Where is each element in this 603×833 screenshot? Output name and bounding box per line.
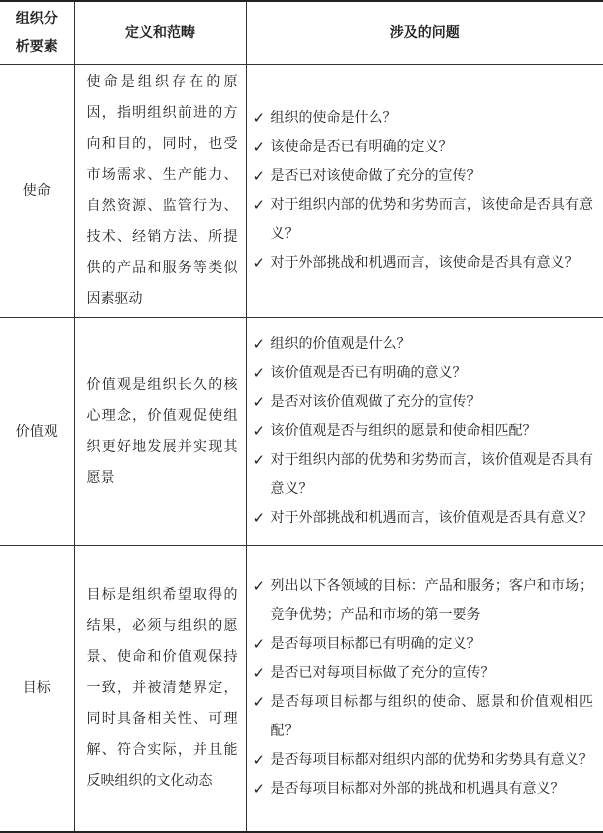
row-definition: 使命是组织存在的原因，指明组织前进的方向和目的，同时，也受市场需求、生产能力、自然资源、监管行为、技术、经销方法、所提供的产品和服务等类似因素驱动 — [74, 65, 246, 318]
question-item — [253, 688, 594, 746]
question-text: 对于外部挑战和机遇而言，该价值观是否具有意义？ — [270, 510, 593, 526]
checkmark-icon: ✓ — [252, 664, 266, 683]
question-list — [253, 572, 594, 804]
header-questions: 涉及的问题 — [246, 1, 603, 65]
question-item — [253, 630, 594, 659]
question-item — [253, 249, 594, 278]
question-list — [253, 330, 594, 533]
checkmark-icon: ✓ — [252, 509, 266, 527]
row-questions — [246, 546, 603, 832]
question-item — [253, 162, 594, 191]
question-item — [253, 330, 594, 359]
checkmark-icon: ✓ — [252, 196, 266, 214]
checkmark-icon: ✓ — [252, 254, 266, 272]
header-element: 组织分析要素 — [0, 1, 74, 65]
checkmark-icon: ✓ — [252, 693, 266, 712]
question-text: 是否对该价值观做了充分的宣传？ — [270, 394, 481, 410]
question-item — [253, 746, 594, 775]
checkmark-icon: ✓ — [252, 635, 266, 654]
table-row-mission — [0, 65, 603, 318]
question-text: 组织的价值观是什么？ — [270, 336, 411, 352]
table-header-row — [0, 1, 603, 65]
checkmark-icon: ✓ — [252, 451, 266, 469]
question-text: 对于外部挑战和机遇而言，该使命是否具有意义？ — [270, 255, 579, 271]
question-text: 是否每项目标都对外部的挑战和机遇具有意义？ — [270, 781, 565, 798]
question-text: 对于组织内部的优势和劣势而言，该使命是否具有意义？ — [270, 197, 593, 242]
row-definition: 价值观是组织长久的核心理念，价值观促使组织更好地发展并实现其愿景 — [74, 318, 246, 546]
header-definition: 定义和范畴 — [74, 1, 246, 65]
question-item — [253, 572, 594, 630]
question-text: 是否每项目标都对组织内部的优势和劣势具有意义？ — [270, 752, 593, 769]
question-item — [253, 191, 594, 249]
question-item — [253, 359, 594, 388]
question-item — [253, 133, 594, 162]
question-text: 该价值观是否与组织的愿景和使命相匹配？ — [270, 423, 537, 439]
question-item — [253, 659, 594, 688]
row-label: 价值观 — [0, 318, 74, 546]
question-item — [253, 775, 594, 804]
row-definition: 目标是组织希望取得的结果，必须与组织的愿景、使命和价值观保持一致，并被清楚界定，同时具备相关性、可理解、符合实际，并且能反映组织的文化动态 — [74, 546, 246, 832]
checkmark-icon: ✓ — [252, 364, 266, 382]
question-text: 列出以下各领域的目标：产品和服务；客户和市场；竞争优势；产品和市场的第一要务 — [270, 578, 593, 624]
question-text: 组织的使命是什么？ — [270, 110, 397, 126]
checkmark-icon: ✓ — [252, 422, 266, 440]
checkmark-icon: ✓ — [252, 138, 266, 156]
question-item — [253, 504, 594, 533]
question-text: 该价值观是否已有明确的意义？ — [270, 365, 467, 381]
checkmark-icon: ✓ — [252, 393, 266, 411]
checkmark-icon: ✓ — [252, 780, 266, 799]
table-row-goals — [0, 546, 603, 832]
checkmark-icon: ✓ — [252, 751, 266, 770]
question-text: 该使命是否已有明确的定义？ — [270, 139, 453, 155]
question-item — [253, 417, 594, 446]
question-text: 是否已对该使命做了充分的宣传？ — [270, 168, 481, 184]
row-questions — [246, 65, 603, 318]
question-item — [253, 446, 594, 504]
table-row-values — [0, 318, 603, 546]
question-item — [253, 388, 594, 417]
question-item — [253, 104, 594, 133]
question-list — [253, 104, 594, 278]
checkmark-icon: ✓ — [252, 577, 266, 596]
question-text: 是否每项目标都已有明确的定义？ — [270, 636, 481, 653]
checkmark-icon: ✓ — [252, 167, 266, 185]
checkmark-icon: ✓ — [252, 335, 266, 353]
row-label: 目标 — [0, 546, 74, 832]
question-text: 是否已对每项目标做了充分的宣传？ — [270, 665, 495, 682]
question-text: 对于组织内部的优势和劣势而言，该价值观是否具有意义？ — [270, 452, 593, 497]
row-questions — [246, 318, 603, 546]
checkmark-icon: ✓ — [252, 109, 266, 127]
question-text: 是否每项目标都与组织的使命、愿景和价值观相匹配？ — [270, 694, 593, 740]
row-label: 使命 — [0, 65, 74, 318]
